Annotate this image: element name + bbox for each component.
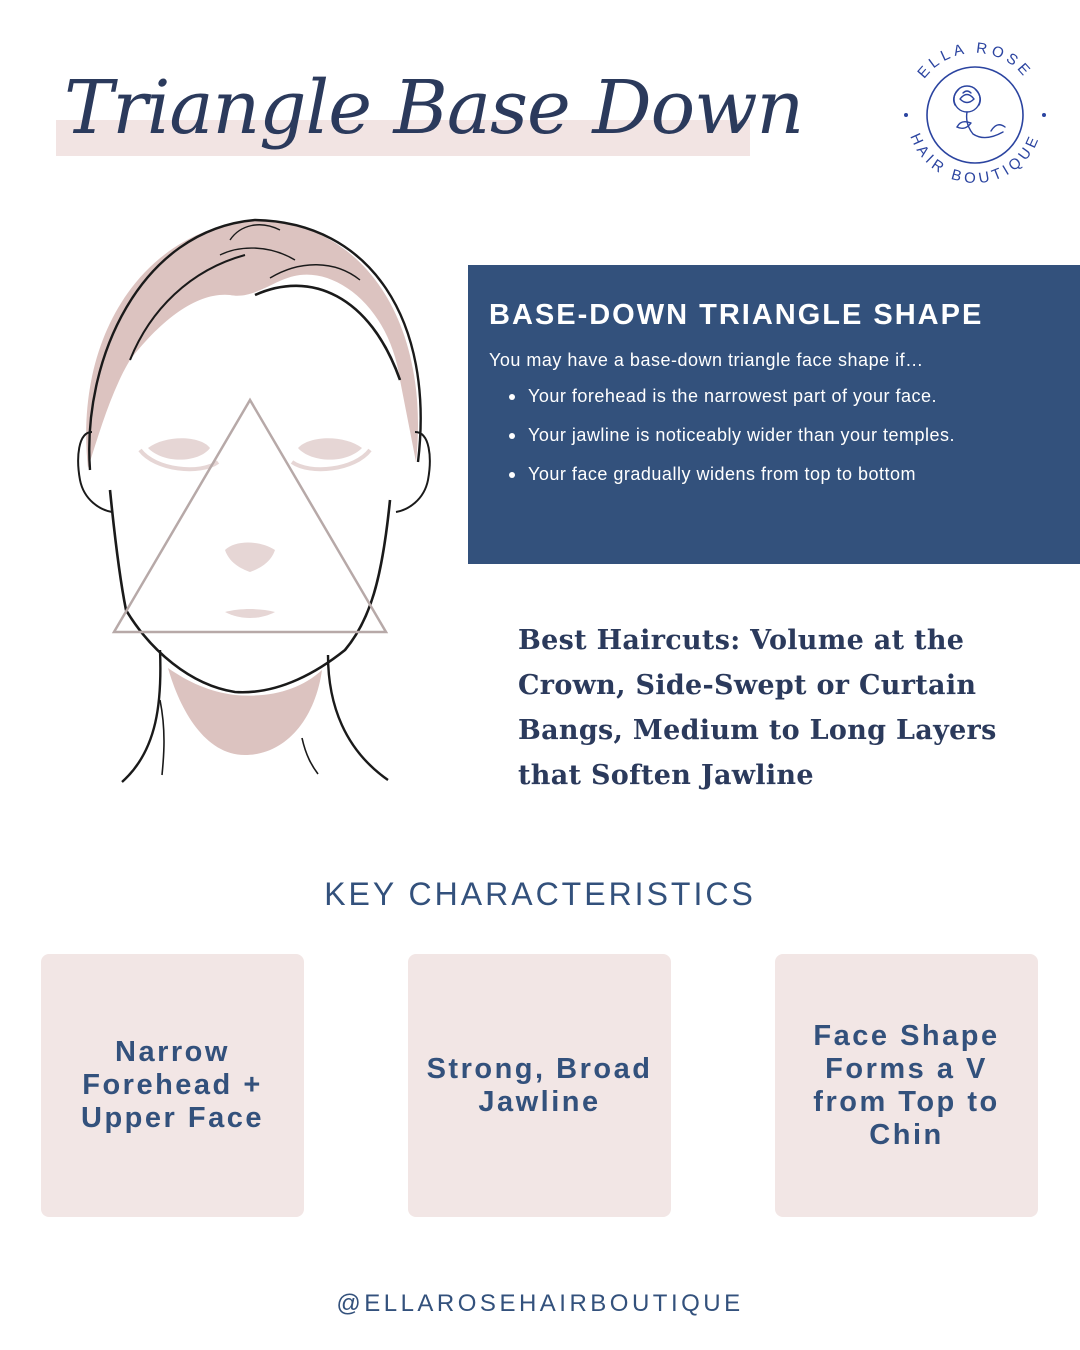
best-haircuts-text: Best Haircuts: Volume at the Crown, Side-Swept or Curtain Bangs, Medium to Long Layers that Soften Jawline	[518, 625, 997, 791]
triangle-outline	[114, 400, 386, 632]
svg-text:ELLA ROSE	[914, 40, 1036, 82]
page-title: Triangle Base Down	[64, 65, 804, 151]
svg-text:HAIR BOUTIQUE	[906, 131, 1043, 187]
face-with-triangle-illustration	[70, 200, 440, 800]
characteristic-card	[408, 954, 671, 1217]
info-box	[468, 265, 1080, 564]
info-heading: BASE-DOWN TRIANGLE SHAPE	[489, 299, 984, 331]
list-item: Your jawline is noticeably wider than your temples.	[507, 416, 1068, 455]
neck-shadow	[168, 668, 322, 755]
hair-shape	[86, 220, 418, 468]
rose-icon	[954, 86, 1005, 138]
characteristic-card	[775, 954, 1038, 1217]
logo-top-text: ELLA ROSE	[914, 39, 1036, 82]
info-intro: You may have a base-down triangle face shape if…	[489, 350, 924, 370]
characteristic-card-text: Narrow Forehead + Upper Face	[81, 1036, 264, 1134]
list-item: Your forehead is the narrowest part of your face.	[507, 377, 1068, 416]
social-handle: @ELLAROSEHAIRBOUTIQUE	[336, 1290, 744, 1317]
characteristic-card-text: Face Shape Forms a V from Top to Chin	[813, 1019, 1000, 1151]
characteristic-card-text: Strong, Broad Jawline	[426, 1052, 653, 1118]
ella-rose-logo	[895, 35, 1055, 195]
key-characteristics-heading: KEY CHARACTERISTICS	[324, 876, 756, 912]
list-item: Your face gradually widens from top to bottom	[507, 455, 1068, 494]
info-bullet-list	[489, 377, 1080, 494]
title-area	[56, 58, 804, 168]
logo-bottom-text: HAIR BOUTIQUE	[906, 130, 1044, 188]
characteristic-card	[41, 954, 304, 1217]
